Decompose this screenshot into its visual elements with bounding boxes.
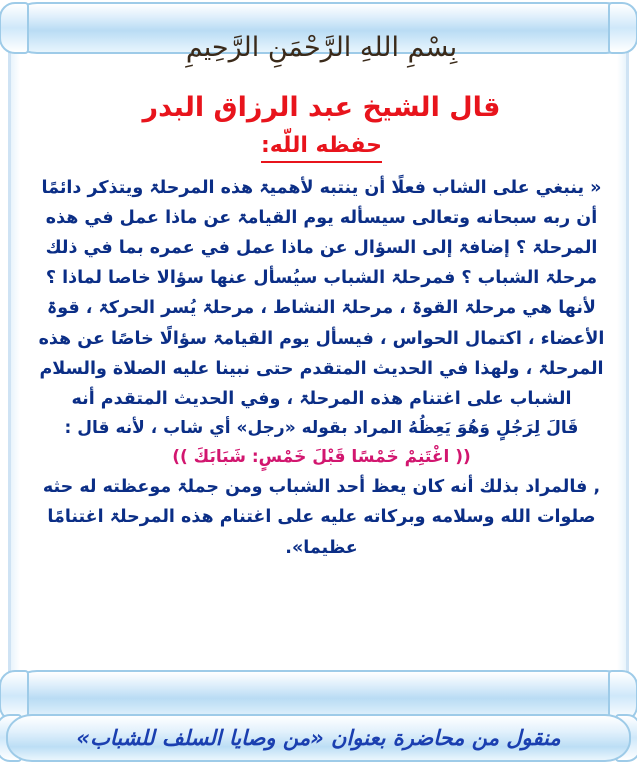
subtitle-wrapper [29,133,614,163]
frame-right-shadow [617,54,626,670]
body-paragraph: « ينبغي على الشاب فعلًا أن ينتبه لأهميۃ هذه المرحلۃ ويتذكر دائمًا أن ربه سبحانه وتعالى سيسأله يوم القيامۃ عن ماذا عمل في هذه المرحلۃ ؟ إضافۃ إلى السؤال عن ماذا عمل في عمره بما في ذلك مرحلۃ الشباب ؟ فمرحلۃ الشباب سيُسأل عنها سؤالا خاصا لماذا ؟ لأنها هي مرحلۃ القوۃ ، مرحلۃ النشاط ، مرحلۃ يُسر الحركۃ ، قوۃ الأعضاء ، اكتمال الحواس ، فيسأل يوم القيامۃ سؤالًا خاصًا عن هذه المرحلۃ ، ولهذا في الحديث المتقدم حتى نبينا عليه الصلاة والسلام الشباب على اغتنام هذه المرحلۃ ، وفي الحديث المتقدم أنه [38,178,605,409]
frame-left-shadow [11,54,20,670]
basmala-calligraphy: بِسْمِ اللهِ الرَّحْمَنِ الرَّحِيمِ [185,32,458,63]
footer-source-text: منقول من محاضرة بعنوان «من وصايا السلف للشباب» [76,726,561,750]
hadith-quote: (( اغْتَنِمْ خَمْسًا قَبْلَ خَمْسٍ: شَبَابَكَ )) [172,447,471,468]
after-quote-text: , فالمراد بذلك أنه كان يعظ أحد الشباب ومن جملۃ موعظته له حثه صلوات الله وسلامه وبركاته عليه على اغتنام هذه المرحلۃ اغتنامًا عظيما». [42,477,601,558]
hadith-intro: قَالَ لِرَجُلٍ وَهُوَ يَعِظُهُ المراد بقوله «رجل» أي شاب ، لأنه قال : [64,417,579,438]
page-title: قال الشيخ عبد الرزاق البدر [142,92,501,123]
subtitle: حفظه اللّه: [261,133,382,163]
footer-banner [6,714,631,762]
scroll-frame [8,10,629,710]
body-text [35,173,608,563]
document-content [29,80,614,563]
